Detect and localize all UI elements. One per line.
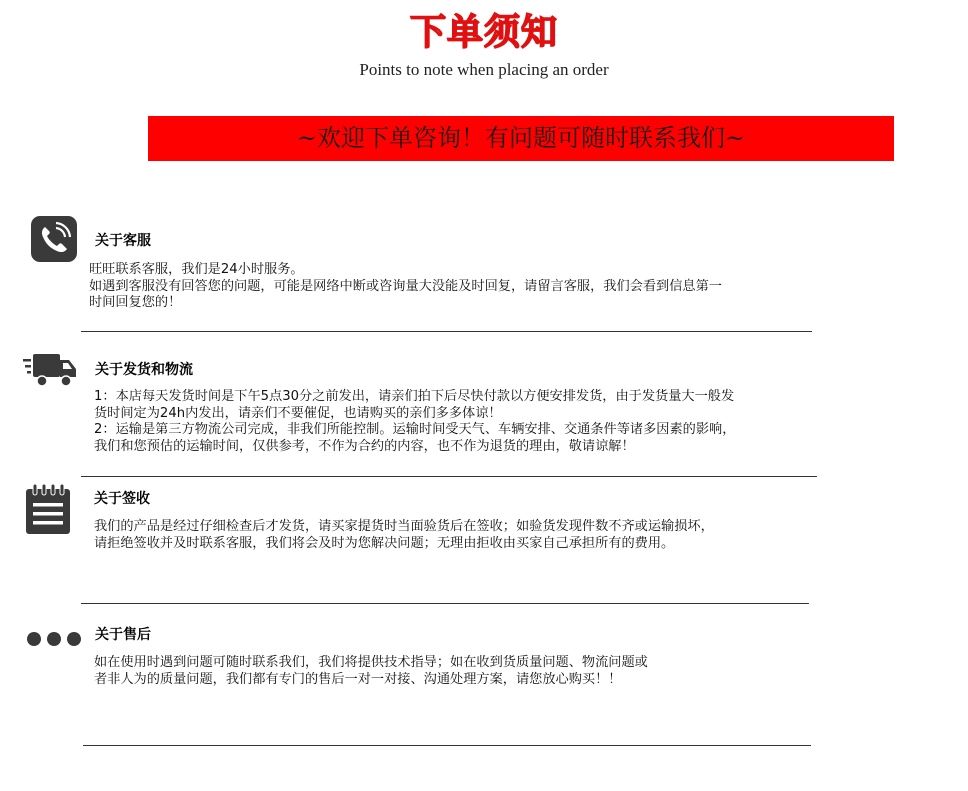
phone-icon [31,216,77,262]
section-line: 旺旺联系客服，我们是24小时服务。 [89,262,304,277]
section-body-shipping [94,389,735,455]
section-line: 我们和您预估的运输时间，仅供参考，不作为合约的内容，也不作为退货的理由，敬请谅解！ [94,438,635,454]
section-line: 者非人为的质量问题，我们都有专门的售后一对一对接、沟通处理方案，请您放心购买！！ [94,671,622,687]
divider [81,603,809,604]
section-body-after-sales [94,655,648,688]
section-title-customer-service: 关于客服 [95,233,151,249]
section-line: 2：运输是第三方物流公司完成，非我们所能控制。运输时间受天气、车辆安排、交通条件等诸多因素的影响， [94,422,736,437]
notepad-icon [26,484,70,534]
banner-text: ~欢迎下单咨询！有问题可随时联系我们~ [296,124,746,152]
delivery-truck-icon [22,351,78,389]
section-body-receipt [94,519,714,552]
section-title-after-sales: 关于售后 [95,627,151,643]
divider [81,331,812,332]
section-line: 货时间定为24h内发出，请亲们不要催促，也请购买的亲们多多体谅！ [94,405,502,421]
section-body-customer-service [89,262,722,312]
welcome-banner [148,116,894,161]
more-dots-icon [26,630,82,648]
divider [83,745,811,746]
section-line: 时间回复您的！ [89,295,182,310]
section-line: 我们的产品是经过仔细检查后才发货，请买家提货时当面验货后在签收；如验货发现件数不齐或运输损坏， [94,519,714,534]
section-title-receipt: 关于签收 [94,491,150,507]
section-line: 如在使用时遇到问题可随时联系我们，我们将提供技术指导；如在收到货质量问题、物流问题或 [94,655,648,670]
section-line: 1：本店每天发货时间是下午5点30分之前发出，请亲们拍下后尽快付款以方便安排发货，由于发货量大一般发 [94,389,735,404]
page-subtitle: Points to note when placing an order [359,60,609,79]
section-line: 如遇到客服没有回答您的问题，可能是网络中断或咨询量大没能及时回复，请留言客服，我们会看到信息第一 [89,278,722,294]
section-title-shipping: 关于发货和物流 [95,362,193,378]
page-title: 下单须知 [409,11,558,53]
section-line: 请拒绝签收并及时联系客服，我们将会及时为您解决问题；无理由拒收由买家自己承担所有的费用。 [94,535,675,551]
divider [81,476,817,477]
